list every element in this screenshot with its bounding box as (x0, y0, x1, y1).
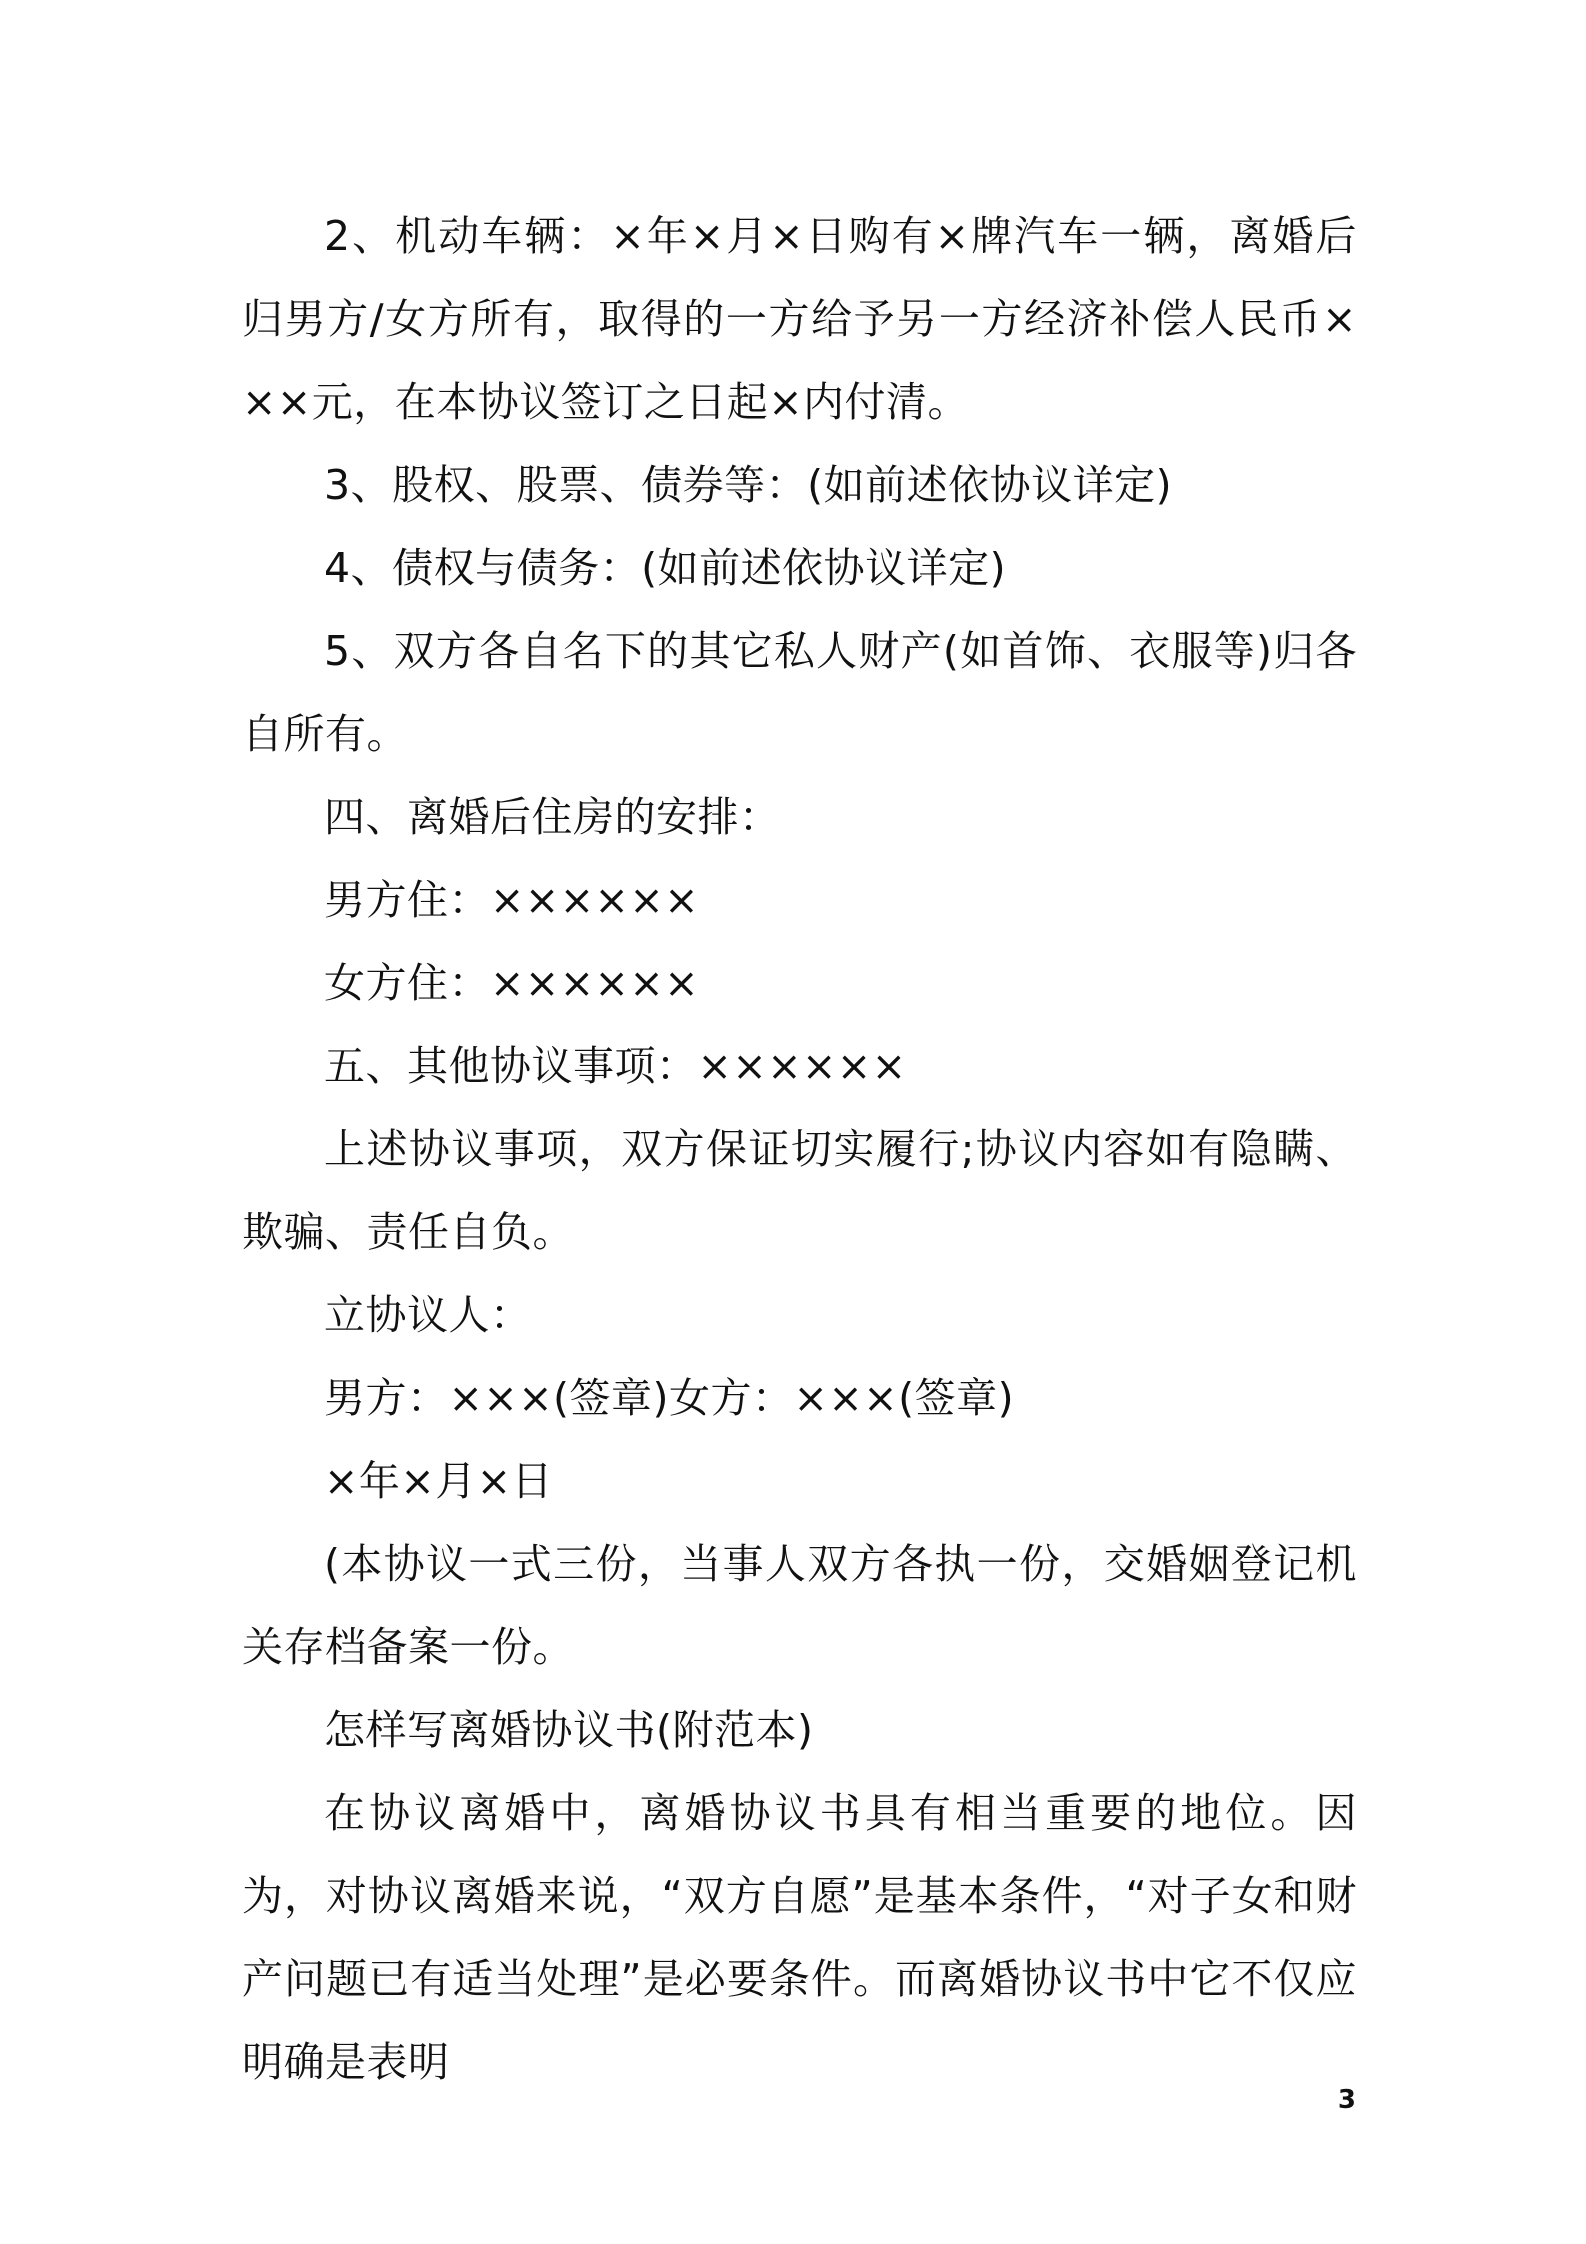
document-body (242, 195, 1357, 2104)
article-subheading: 怎样写离婚协议书(附范本) (324, 1706, 814, 1754)
paragraph-equity: 3、股权、股票、债券等：(如前述依协议详定) (324, 461, 1173, 509)
paragraph-debts: 4、债权与债务：(如前述依协议详定) (324, 544, 1007, 592)
page-number: 3 (1337, 2085, 1356, 2115)
paragraph-date: ×年×月×日 (324, 1457, 554, 1505)
paragraph-guarantee: 上述协议事项，双方保证切实履行;协议内容如有隐瞒、欺骗、责任自负。 (242, 1125, 1357, 1256)
paragraph-signatories-label: 立协议人： (324, 1291, 532, 1339)
paragraph-personal-property: 5、双方各自名下的其它私人财产(如首饰、衣服等)归各自所有。 (242, 627, 1357, 758)
paragraph-copies-note: (本协议一式三份，当事人双方各执一份，交婚姻登记机关存档备案一份。 (242, 1540, 1357, 1671)
paragraph-vehicle: 2、机动车辆：×年×月×日购有×牌汽车一辆，离婚后归男方/女方所有，取得的一方给予另一方经济补偿人民币×××元，在本协议签订之日起×内付清。 (242, 212, 1357, 426)
section-heading-other-matters: 五、其他协议事项：×××××× (324, 1042, 907, 1090)
paragraph-male-residence: 男方住：×××××× (324, 876, 700, 924)
paragraph-explanation: 在协议离婚中，离婚协议书具有相当重要的地位。因为，对协议离婚来说，“双方自愿”是基本条件，“对子女和财产问题已有适当处理”是必要条件。而离婚协议书中它不仅应明确是表明 (242, 1789, 1357, 2086)
paragraph-signatures: 男方：×××(签章)女方：×××(签章) (324, 1374, 1015, 1422)
section-heading-housing: 四、离婚后住房的安排： (324, 793, 781, 841)
paragraph-female-residence: 女方住：×××××× (324, 959, 700, 1007)
